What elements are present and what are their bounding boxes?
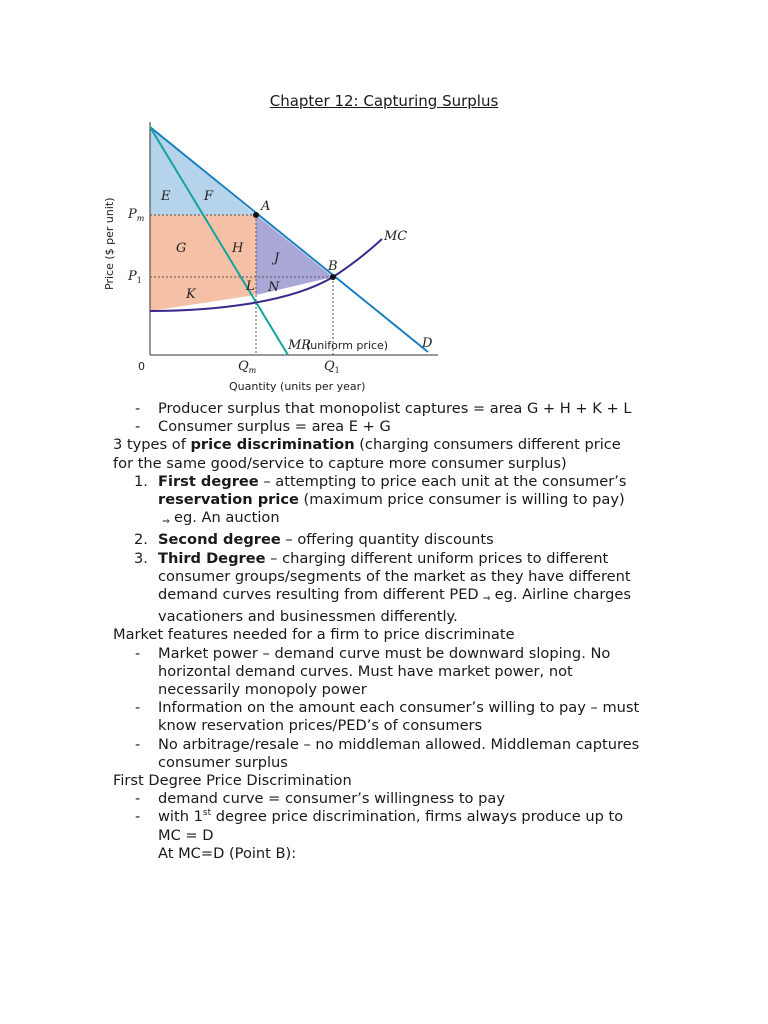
list-item-third-degree-line3: demand curves resulting from different PED ⇒ eg. Airline charges xyxy=(113,586,673,608)
area-producer-surplus xyxy=(150,215,256,311)
feature-market-power-line2: horizontal demand curves. Must have market power, not xyxy=(158,662,573,680)
label-area-l: L xyxy=(246,279,255,294)
label-qm: $Q_m$ xyxy=(238,359,257,375)
label-p1: $P_1$ xyxy=(128,269,142,285)
page-title: Chapter 12: Capturing Surplus xyxy=(269,92,499,110)
label-mr-note: (uniform price) xyxy=(306,339,389,352)
list-item-third-degree-line2: consumer groups/segments of the market as they have different xyxy=(158,567,631,585)
intro-line-2: for the same good/service to capture more consumer surplus) xyxy=(113,454,567,472)
list-item-third-degree: 3. Third Degree – charging different uniform prices to different xyxy=(134,549,609,567)
list-item-first-degree: 1. First degree – attempting to price each unit at the consumer’s xyxy=(134,472,627,490)
label-origin: 0 xyxy=(138,360,145,373)
feature-no-arbitrage: - No arbitrage/resale – no middleman allowed. Middleman captures xyxy=(135,735,640,753)
list-item-third-degree-line4: vacationers and businessmen differently. xyxy=(158,608,458,626)
label-area-f: F xyxy=(204,189,214,204)
y-axis-label: Price ($ per unit) xyxy=(103,197,116,290)
label-area-j: J xyxy=(274,251,280,266)
list-item-first-degree-line3: ⇒ eg. An auction xyxy=(113,509,673,531)
list-item-first-degree-line2: reservation price (maximum price consumer is willing to pay) xyxy=(158,491,625,509)
arrow-icon: ⇒ xyxy=(162,517,170,528)
feature-market-power-line3: necessarily monopoly power xyxy=(158,681,367,699)
point-a-marker xyxy=(253,212,259,218)
label-pm: $P_m$ xyxy=(128,207,145,223)
label-area-g: G xyxy=(176,241,187,256)
label-area-n: N xyxy=(268,280,280,295)
intro-line-1: 3 types of price discrimination (charging consumers different price xyxy=(113,436,621,454)
bullet-producer-surplus: - Producer surplus that monopolist captures = area G + H + K + L xyxy=(135,400,632,417)
features-heading: Market features needed for a firm to price discriminate xyxy=(113,626,515,644)
label-area-e: E xyxy=(161,189,171,204)
arrow-icon: ⇒ xyxy=(482,594,491,605)
list-item-second-degree: 2. Second degree – offering quantity discounts xyxy=(134,531,494,549)
first-degree-bullet-2: - with 1st degree price discrimination, firms always produce up to xyxy=(135,808,624,826)
label-area-k: K xyxy=(186,287,196,302)
first-degree-bullet-2-line3: At MC=D (Point B): xyxy=(158,844,297,862)
feature-no-arbitrage-line2: consumer surplus xyxy=(158,753,288,771)
feature-information-line2: know reservation prices/PED’s of consumers xyxy=(158,717,483,735)
first-degree-bullet-1: - demand curve = consumer’s willingness to pay xyxy=(135,790,505,808)
feature-market-power: - Market power – demand curve must be downward sloping. No xyxy=(135,644,611,662)
x-axis-label: Quantity (units per year) xyxy=(229,380,366,393)
label-mc: MC xyxy=(384,229,408,244)
first-degree-heading: First Degree Price Discrimination xyxy=(113,772,352,790)
first-degree-bullet-2-line2: MC = D xyxy=(158,826,214,844)
label-q1: $Q_1$ xyxy=(324,359,340,375)
label-area-h: H xyxy=(232,241,244,256)
label-d: D xyxy=(422,336,433,351)
feature-information: - Information on the amount each consumer’s willing to pay – must xyxy=(135,699,640,717)
surplus-figure xyxy=(98,112,448,398)
point-b-marker xyxy=(330,274,336,280)
label-mr: MR xyxy=(288,338,312,353)
surplus-diagram xyxy=(98,112,448,398)
notes-body xyxy=(113,400,673,863)
label-point-b: B xyxy=(328,259,338,274)
bullet-consumer-surplus: - Consumer surplus = area E + G xyxy=(135,418,391,436)
label-point-a: A xyxy=(261,199,271,214)
